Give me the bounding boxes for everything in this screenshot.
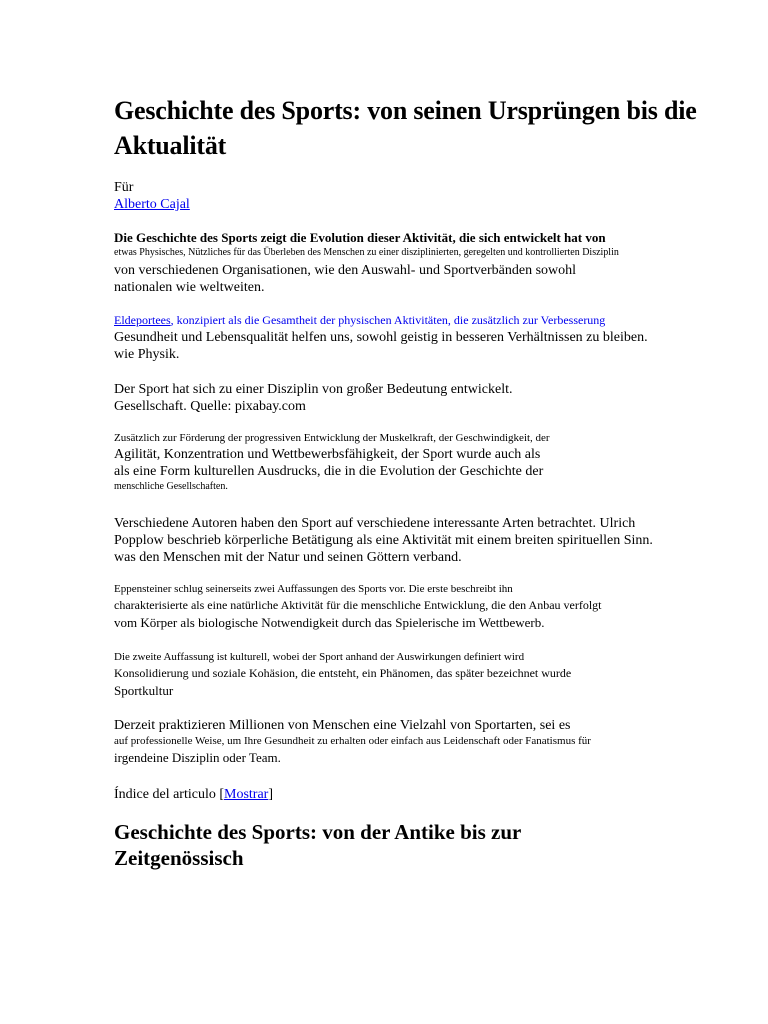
culture-line: als eine Form kulturellen Ausdrucks, die in die Evolution der Geschichte der	[114, 464, 544, 479]
eppensteiner-line: Eppensteiner schlug seinerseits zwei Auffassungen des Sports vor. Die erste beschreibt ihn	[114, 583, 513, 595]
intro-line: etwas Physisches, Nützliches für das Überleben des Menschen zu einer disziplinierten, geregelten und kontrollierten Disziplin	[114, 247, 619, 258]
toc-label: Índice del articulo	[114, 787, 216, 802]
today-line: Derzeit praktizieren Millionen von Menschen eine Vielzahl von Sportarten, sei es	[114, 718, 571, 733]
authors-line: Popplow beschrieb körperliche Betätigung als eine Aktivität mit einem breiten spirituellen Sinn.	[114, 533, 653, 548]
table-of-contents	[114, 786, 273, 803]
eppensteiner-paragraph	[114, 582, 602, 631]
today-line: irgendeine Disziplin oder Team.	[114, 750, 281, 765]
intro-paragraph	[114, 229, 619, 296]
today-paragraph	[114, 717, 591, 766]
culture-line: menschliche Gesellschaften.	[114, 481, 228, 492]
culture-paragraph	[114, 431, 550, 494]
intro-line: von verschiedenen Organisationen, wie den Auswahl- und Sportverbänden sowohl	[114, 263, 577, 278]
eppensteiner-line: charakterisierte als eine natürliche Aktivität für die menschliche Entwicklung, die den Anbau verfolgt	[114, 598, 602, 612]
toc-toggle-link[interactable]: Mostrar	[224, 787, 269, 802]
culture-line: Zusätzlich zur Förderung der progressiven Entwicklung der Muskelkraft, der Geschwindigkeit, der	[114, 432, 550, 444]
definition-paragraph	[114, 312, 648, 363]
second-view-line: Die zweite Auffassung ist kulturell, wobei der Sport anhand der Auswirkungen definiert wird	[114, 651, 525, 663]
toc-bracket-open: [	[219, 787, 225, 802]
intro-line: nationalen wie weltweiten.	[114, 280, 265, 295]
authors-paragraph	[114, 515, 653, 566]
section-heading: Geschichte des Sports: von der Antike bis zur Zeitgenössisch	[114, 820, 521, 870]
caption-line: Der Sport hat sich zu einer Disziplin von großer Bedeutung entwickelt.	[114, 382, 513, 397]
definition-line	[114, 312, 648, 329]
today-line: auf professionelle Weise, um Ihre Gesundheit zu erhalten oder einfach aus Leidenschaft oder Fanatismus für	[114, 735, 591, 747]
second-view-paragraph	[114, 650, 571, 699]
authors-line: Verschiedene Autoren haben den Sport auf verschiedene interessante Arten betrachtet. Ulrich	[114, 516, 636, 531]
definition-line: wie Physik.	[114, 347, 180, 362]
page-title: Geschichte des Sports: von seinen Ursprüngen bis die Aktualität	[114, 96, 697, 160]
definition-link-rest: , konzipiert als die Gesamtheit der physischen Aktivitäten, die zusätzlich zur Verbesserung	[170, 313, 606, 327]
toc-bracket-close: ]	[268, 787, 274, 802]
byline-label: Für	[114, 180, 134, 195]
author-link[interactable]: Alberto Cajal	[114, 197, 190, 212]
second-view-line: Sportkultur	[114, 683, 174, 698]
byline	[114, 179, 190, 213]
image-caption	[114, 381, 513, 415]
second-view-line: Konsolidierung und soziale Kohäsion, die entsteht, ein Phänomen, das später bezeichnet wurde	[114, 666, 572, 680]
culture-line: Agilität, Konzentration und Wettbewerbsfähigkeit, der Sport wurde auch als	[114, 447, 541, 462]
intro-line: Die Geschichte des Sports zeigt die Evolution dieser Aktivität, die sich entwickelt hat von	[114, 230, 606, 245]
definition-line: Gesundheit und Lebensqualität helfen uns, sowohl geistig in besseren Verhältnissen zu bleiben.	[114, 330, 648, 345]
caption-line: Gesellschaft. Quelle: pixabay.com	[114, 399, 306, 414]
eppensteiner-line: vom Körper als biologische Notwendigkeit durch das Spielerische im Wettbewerb.	[114, 615, 545, 630]
eldeportees-link[interactable]: Eldeportees	[114, 313, 171, 327]
authors-line: was den Menschen mit der Natur und seinen Göttern verband.	[114, 550, 462, 565]
